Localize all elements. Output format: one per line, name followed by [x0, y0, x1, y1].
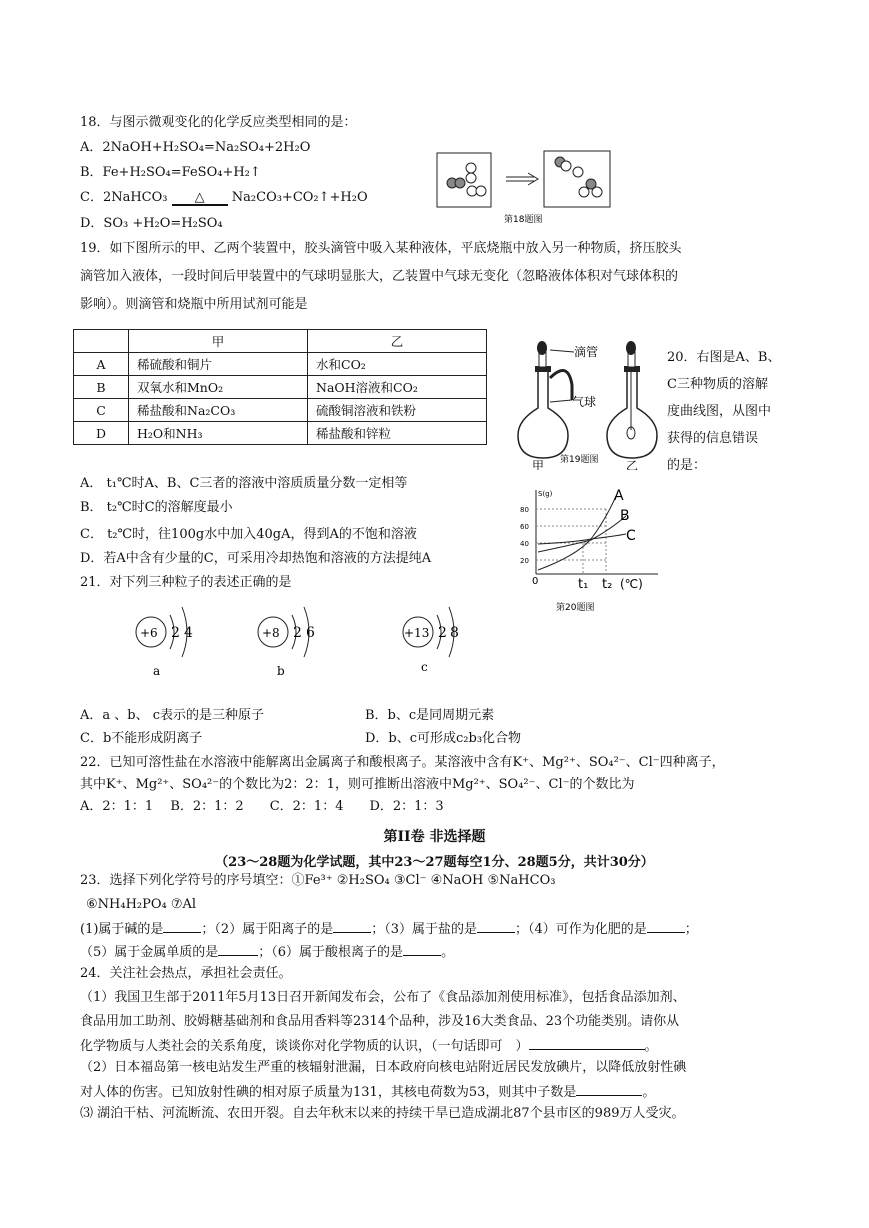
q21-figure — [120, 595, 460, 685]
q23-line2: ⑥NH₄H₂PO₄ ⑦Al — [86, 897, 197, 912]
q20-option-b: B． t₂℃时C的溶解度最小 — [80, 500, 233, 515]
q18-option-b: B．Fe+H₂SO₄=FeSO₄+H₂↑ — [80, 165, 261, 180]
q18-c-products: Na₂CO₃+CO₂↑+H₂O — [231, 190, 368, 205]
q23-s1: (1)属于碱的是 — [80, 922, 164, 937]
q20-figure — [516, 484, 666, 616]
curve-a — [538, 496, 616, 570]
c-label: c — [421, 660, 428, 674]
b-nucleus: +8 — [262, 626, 280, 640]
q18-stem: 18．与图示微观变化的化学反应类型相同的是： — [80, 115, 357, 130]
q19-fig-caption: 第19题图 — [560, 455, 599, 465]
q24-p2-line1: （2）日本福岛第一核电站发生严重的核辐射泄漏，日本政府向核电站附近居民发放碘片，以降低放射性碘 — [80, 1060, 687, 1075]
q23-s6end: 。 — [441, 945, 455, 960]
row-jia: 稀盐酸和Na₂CO₃ — [129, 399, 308, 422]
x-unit: (℃) — [620, 577, 643, 591]
q20-stem4: 获得的信息错误 — [667, 431, 759, 446]
q21-option-c: C．b不能形成阴离子 — [80, 731, 203, 746]
q23-sentence2 — [80, 943, 454, 961]
q18-option-d: D．SO₃ +H₂O=H₂SO₄ — [80, 216, 223, 231]
tick-60: 60 — [520, 523, 529, 531]
row-opt: A — [74, 353, 129, 376]
q18-option-c — [80, 190, 368, 206]
fig-ylabel: S(g) — [538, 490, 553, 498]
q22-options: A．2：1：1 B．2：1：2 C．2：1：4 D．2：1：3 — [80, 799, 444, 814]
row-yi: 水和CO₂ — [308, 353, 487, 376]
curve-b-label: B — [620, 508, 630, 524]
q23-line1: 23．选择下列化学符号的序号填空：①Fe³⁺ ②H₂SO₄ ③Cl⁻ ④NaOH ⑤NaHCO₃ — [80, 873, 556, 888]
answer-blank-6[interactable] — [403, 943, 441, 956]
table-row — [74, 422, 487, 445]
q24-p2-text: 对人体的伤害。已知放射性碘的相对原子质量为131，其核电荷数为53，则其中子数是 — [80, 1085, 577, 1100]
q24-p1-line3 — [80, 1037, 658, 1055]
q20-stem3: 度曲线图，从图中 — [667, 404, 772, 419]
q20-option-c: C． t₂℃时，往100g水中加入40gA，得到A的不饱和溶液 — [80, 527, 417, 542]
answer-blank-24-2[interactable] — [576, 1083, 642, 1096]
answer-blank-3[interactable] — [477, 920, 515, 933]
c-nucleus: +13 — [404, 626, 430, 640]
curve-c-label: C — [626, 528, 636, 544]
b-label: b — [277, 664, 285, 678]
q20-stem2: C三种物质的溶解 — [667, 377, 768, 392]
a-label: a — [153, 664, 161, 678]
q19-line3: 影响）。则滴管和烧瓶中所用试剂可能是 — [80, 297, 308, 312]
part2-subtitle: （23～28题为化学试题，其中23～27题每空1分、28题5分，共计30分） — [215, 855, 654, 870]
fig-balloon-label: 气球 — [572, 395, 597, 409]
b-e1: 2 — [293, 625, 302, 641]
table-header-row — [74, 330, 487, 353]
answer-blank-5[interactable] — [218, 943, 258, 956]
q22-line1: 22．已知可溶性盐在水溶液中能解离出金属离子和酸根离子。某溶液中含有K⁺、Mg²⁺、SO₄²⁻、Cl⁻四种离子， — [80, 755, 725, 770]
q23-s6: ；（6）属于酸根离子的是 — [258, 945, 404, 960]
q21-stem: 21．对下列三种粒子的表述正确的是 — [80, 575, 292, 590]
q18-option-a: A．2NaOH+H₂SO₄=Na₂SO₄+2H₂O — [80, 140, 311, 155]
answer-blank-1[interactable] — [163, 920, 201, 933]
q21-option-a: A．a 、b、 c表示的是三种原子 — [80, 708, 265, 723]
curve-a-label: A — [614, 488, 624, 504]
tick-80: 80 — [520, 506, 529, 514]
table-row — [74, 353, 487, 376]
q19-figure — [510, 330, 660, 470]
q21-option-d: D．b、c可形成c₂b₃化合物 — [365, 731, 522, 746]
q24-p1-end: 。 — [644, 1039, 658, 1054]
tick-t1: t₁ — [578, 577, 589, 592]
row-yi: NaOH溶液和CO₂ — [308, 376, 487, 399]
q19-table — [73, 329, 487, 445]
fig-yi-label: 乙 — [626, 459, 639, 470]
q20-stem5: 的是： — [667, 458, 707, 473]
q20-stem1: 20．右图是A、B、 — [667, 350, 781, 365]
q24-p3: ⑶ 湖泊干枯、河流断流、农田开裂。自去年秋末以来的持续干旱已造成湖北87个县市区的989万人受灾。 — [80, 1106, 685, 1121]
q23-s4: ；（4）可作为化肥的是 — [514, 922, 647, 937]
tick-t2: t₂ — [602, 577, 613, 592]
row-opt: D — [74, 422, 129, 445]
row-jia: 稀硫酸和铜片 — [129, 353, 308, 376]
row-yi: 稀盐酸和锌粒 — [308, 422, 487, 445]
fig-dropper-label: 滴管 — [574, 345, 599, 359]
q24-stem: 24．关注社会热点，承担社会责任。 — [80, 966, 292, 981]
fig-jia-label: 甲 — [532, 459, 545, 470]
q23-s3: ；（3）属于盐的是 — [371, 922, 477, 937]
q24-p1-text: 化学物质与人类社会的关系角度，谈谈你对化学物质的认识，（一句话即可 ） — [80, 1039, 529, 1054]
col-yi: 乙 — [308, 330, 487, 353]
q18-figure — [436, 150, 616, 225]
q24-p1-line2: 食品用加工助剂、胶姆糖基础剂和食品用香料等2314个品种，涉及16大类食品、23个功能类别。请你从 — [80, 1014, 680, 1029]
q18-fig-caption: 第18题图 — [504, 215, 543, 225]
q22-line2: 其中K⁺、Mg²⁺、SO₄²⁻的个数比为2：2：1，则可推断出溶液中Mg²⁺、SO₄²⁻、Cl⁻的个数比为 — [80, 777, 635, 792]
q24-p1-line1: （1）我国卫生部于2011年5月13日召开新闻发布会，公布了《食品添加剂使用标准》，包括食品添加剂、 — [80, 990, 686, 1005]
c-e2: 8 — [450, 625, 459, 641]
q18-c-reactant: C．2NaHCO₃ — [80, 190, 168, 205]
q23-s4end: ； — [684, 922, 698, 937]
q18-c-condition: △ — [172, 191, 228, 206]
q23-s2: ；（2）属于阳离子的是 — [201, 922, 334, 937]
answer-blank-4[interactable] — [647, 920, 685, 933]
c-e1: 2 — [438, 625, 447, 641]
q24-p2-line2 — [80, 1083, 655, 1101]
tick-20: 20 — [520, 557, 529, 565]
row-jia: 双氧水和MnO₂ — [129, 376, 308, 399]
part2-title: 第II卷 非选择题 — [383, 829, 486, 845]
answer-blank-24-1[interactable] — [529, 1037, 645, 1050]
row-yi: 硫酸铜溶液和铁粉 — [308, 399, 487, 422]
a-e1: 2 — [171, 625, 180, 641]
tick-0: 0 — [532, 576, 539, 587]
row-opt: B — [74, 376, 129, 399]
q20-fig-caption: 第20题图 — [556, 603, 595, 613]
row-opt: C — [74, 399, 129, 422]
b-e2: 6 — [306, 625, 315, 641]
row-jia: H₂O和NH₃ — [129, 422, 308, 445]
q23-s5: （5）属于金属单质的是 — [80, 945, 219, 960]
a-nucleus: +6 — [140, 626, 158, 640]
q20-option-d: D．若A中含有少量的C，可采用冷却热饱和溶液的方法提纯A — [80, 551, 432, 566]
a-e2: 4 — [184, 625, 193, 641]
q19-line2: 滴管加入液体，一段时间后甲装置中的气球明显胀大，乙装置中气球无变化（忽略液体体积对气球体积的 — [80, 269, 679, 284]
tick-40: 40 — [520, 540, 529, 548]
table-row — [74, 376, 487, 399]
q23-sentence1 — [80, 920, 698, 938]
q24-p2-end: 。 — [642, 1085, 656, 1100]
answer-blank-2[interactable] — [333, 920, 371, 933]
table-row — [74, 399, 487, 422]
curve-b — [538, 516, 626, 552]
q19-line1: 19．如下图所示的甲、乙两个装置中，胶头滴管中吸入某种液体，平底烧瓶中放入另一种物质，挤压胶头 — [80, 241, 682, 256]
q21-option-b: B．b、c是同周期元素 — [365, 708, 495, 723]
q20-option-a: A． t₁℃时A、B、C三者的溶液中溶质质量分数一定相等 — [80, 476, 408, 491]
col-jia: 甲 — [129, 330, 308, 353]
